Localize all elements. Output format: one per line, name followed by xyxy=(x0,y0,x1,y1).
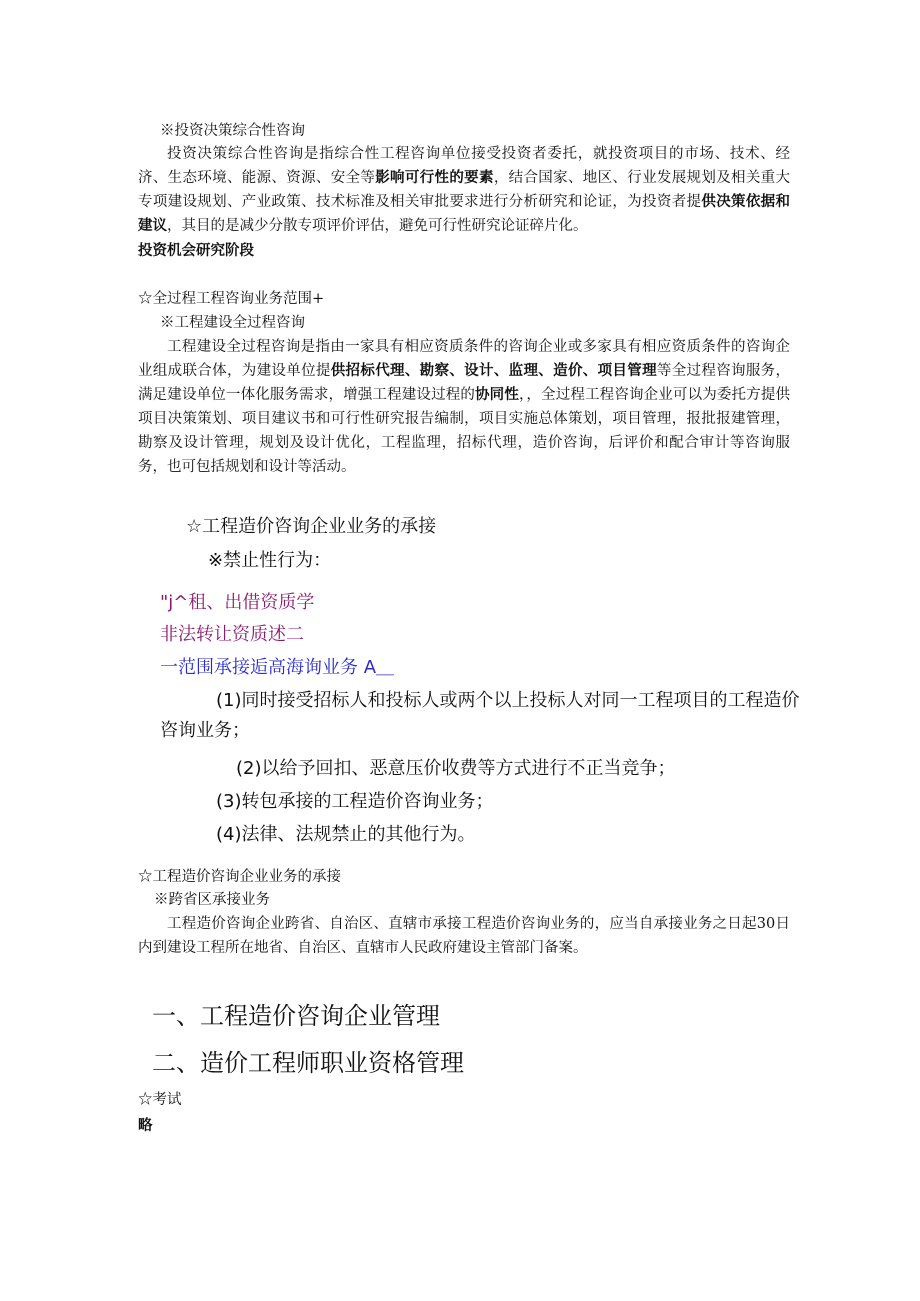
sec3-item-b: 非法转让资质述二 xyxy=(160,624,304,645)
heading-1: 一、工程造价咨询企业管理 xyxy=(152,1002,440,1030)
sec2-p-a: 工程建设全过程咨询是指由一家具有相应资质条件的咨询企业或多家具有相应资质条件的咨询企业组成联合体，为建设单位提 xyxy=(138,339,790,379)
sec2-p-c: 等全过程咨询服务，满足建设单位一体化服务需求，增强工程建设过程的 xyxy=(138,363,791,403)
sec5-title: ☆考试 xyxy=(138,1092,182,1108)
sec2-p-b: 供招标代理、勘察、设计、监理、造价、项目管理 xyxy=(330,363,657,379)
sec3-title: ☆工程造价咨询企业业务的承接 xyxy=(186,516,437,537)
sec2-subtitle: ※工程建设全过程咨询 xyxy=(160,315,305,331)
heading-2: 二、造价工程师职业资格管理 xyxy=(152,1049,464,1077)
sec1-p-d: 供决策依据和建议 xyxy=(138,194,791,234)
sec5-body-text: 略 xyxy=(138,1118,153,1134)
sec3-item-2: (2)以给予回扣、恶意压价收费等方式进行不正当竞争； xyxy=(236,758,676,779)
sec4-subtitle: ※跨省区承接业务 xyxy=(154,892,270,908)
sec3-item-1: (1)同时接受招标人和投标人或两个以上投标人对同一工程项目的工程造价咨询业务； xyxy=(160,690,800,741)
stage-label: 投资机会研究阶段 xyxy=(138,243,254,259)
sec3-item-c: 一范围承接逅高海询业务 A＿ xyxy=(160,657,395,678)
sec1-p-c: ，结合国家、地区、行业发展规划及相关重大专项建设规划、产业政策、技术标准及相关审批要求进行分析研究和论证，为投资者提 xyxy=(138,170,791,210)
sec1-p-e: ，其目的是减少分散专项评价评估，避免可行性研究论证碎片化。 xyxy=(167,218,588,234)
sec2-paragraph xyxy=(138,335,790,479)
sec2-p-d: 协同性 xyxy=(475,387,519,403)
sec1-stage xyxy=(138,239,254,263)
sec3-item-3: (3)转包承接的工程造价咨询业务； xyxy=(216,791,494,812)
sec3-item-4: (4)法律、法规禁止的其他行为。 xyxy=(216,824,476,845)
sec3-item-a: "j^租、出借资质学 xyxy=(160,592,315,613)
sec1-paragraph xyxy=(138,142,790,238)
sec2-p-e: ，，全过程工程咨询企业可以为委托方提供项目决策策划、项目建议书和可行性研究报告编制，项目实施总体策划，项目管理，报批报建管理，勘察及设计管理，规划及设计优化，工程监理，招标代理，造价咨询，后评价和配合审计等咨询服务，也可包括规划和设计等活动。 xyxy=(138,387,791,475)
sec4-title: ☆工程造价咨询企业业务的承接 xyxy=(138,869,341,885)
sec2-title: ☆全过程工程咨询业务范围+ xyxy=(138,291,325,307)
sec4-paragraph: 工程造价咨询企业跨省、自治区、直辖市承接工程造价咨询业务的，应当自承接业务之日起30日内到建设工程所在地省、自治区、直辖市人民政府建设主管部门备案。 xyxy=(138,916,790,956)
sec3-subtitle: ※禁止性行为： xyxy=(208,550,332,571)
sec1-p-a: 投资决策综合性咨询是指综合性工程咨询单位接受投资者委托，就投资项目的市场、技术、经济、生态环境、能源、资源、安全等 xyxy=(138,146,790,186)
sec1-p-b: 影响可行性的要素 xyxy=(375,170,494,186)
sec1-title: ※投资决策综合性咨询 xyxy=(160,123,305,139)
sec5-body xyxy=(138,1114,153,1138)
